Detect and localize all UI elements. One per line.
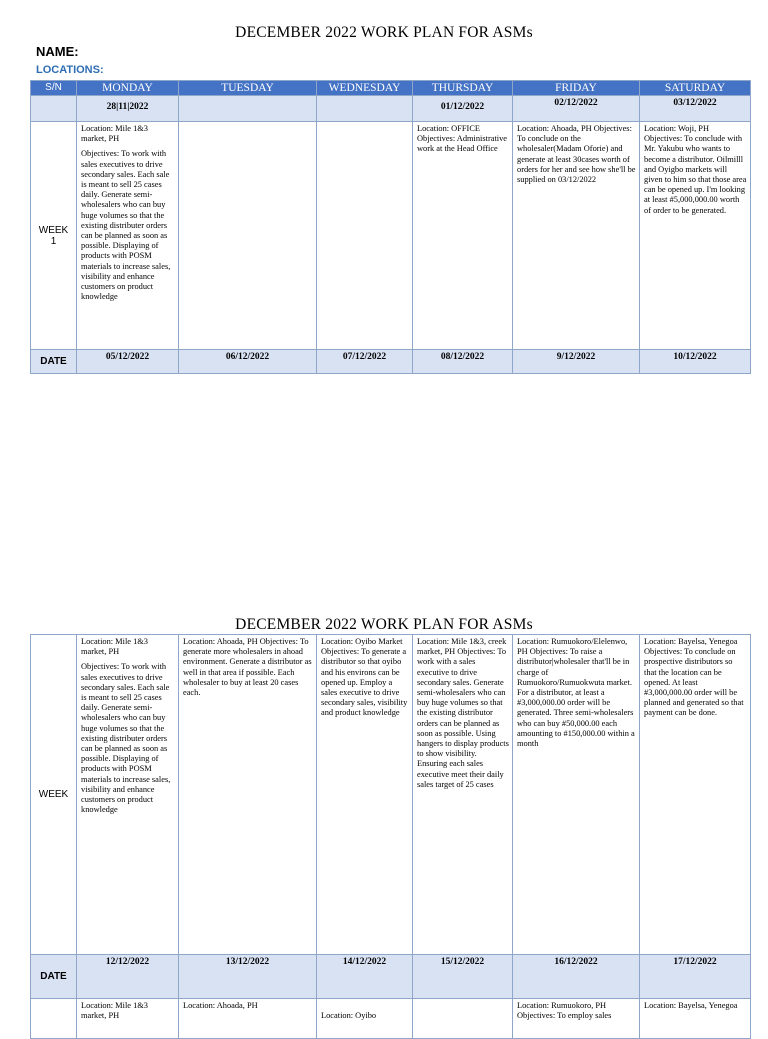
work-plan-table-1 bbox=[30, 80, 751, 374]
wednesday-plan-cell: Location: Oyibo Market Objectives: To generate a distributor so that oyibo and his environs can be opened up. Employ a sales executive to drive secondary sales, visibility and product knowledge bbox=[317, 635, 413, 955]
saturday-plan-cell: Location: Bayelsa, Yenegoa Objectives: To conclude on prospective distributors so that the location can be opened. At least #3,000,000.00 order will be planned and generated so that payment can be done. bbox=[640, 635, 751, 955]
date-label: DATE bbox=[31, 350, 77, 374]
date-cell: 9/12/2022 bbox=[513, 350, 640, 374]
week-1-label: WEEK 1 bbox=[31, 122, 77, 350]
week-3-label bbox=[31, 999, 77, 1039]
saturday-plan-cell: Location: Bayelsa, Yenegoa bbox=[640, 999, 751, 1039]
thursday-header: THURSDAY bbox=[413, 81, 513, 96]
date-cell: 28|11|2022 bbox=[77, 96, 179, 122]
date-row-week-2 bbox=[31, 955, 751, 999]
tuesday-plan-cell bbox=[179, 122, 317, 350]
date-cell: 07/12/2022 bbox=[317, 350, 413, 374]
week-2-label: WEEK bbox=[31, 635, 77, 955]
thursday-plan-cell: Location: Mile 1&3, creek market, PH Objectives: To work with a sales executive to drive secondary sales. Generate semi-wholesalers who can buy huge volumes so that the existing distributor orders can be planned as soon as possible. Using hangers to display products to show visibility. Ensuring each sales executive meet their daily sales target of 25 cases bbox=[413, 635, 513, 955]
tuesday-header: TUESDAY bbox=[179, 81, 317, 96]
week-3-row bbox=[31, 999, 751, 1039]
monday-plan-cell: Location: Mile 1&3 market, PH Objectives: To work with sales executives to drive secondary sales. Each sale is meant to sell 25 cases daily. Generate semi-wholesalers who can buy huge volumes so that the existing distributer orders can be planned as soon as possible. Displaying of products with POSM materials to increase sales, visibility and enhance customers on product knowledge bbox=[77, 122, 179, 350]
locations-label: LOCATIONS: bbox=[36, 64, 104, 76]
friday-plan-cell: Location: Rumuokoro, PH Objectives: To employ sales bbox=[513, 999, 640, 1039]
thursday-plan-cell bbox=[413, 999, 513, 1039]
day-header-row bbox=[31, 81, 751, 96]
friday-header: FRIDAY bbox=[513, 81, 640, 96]
wednesday-plan-cell: Location: Oyibo bbox=[317, 999, 413, 1039]
sn-header: S/N bbox=[31, 81, 77, 96]
date-cell: 15/12/2022 bbox=[413, 955, 513, 999]
date-cell: 12/12/2022 bbox=[77, 955, 179, 999]
monday-plan-cell: Location: Mile 1&3 market, PH bbox=[77, 999, 179, 1039]
page-title-2: DECEMBER 2022 WORK PLAN FOR ASMs bbox=[235, 616, 533, 633]
date-row-bottom bbox=[31, 350, 751, 374]
thursday-plan-cell: Location: OFFICE Objectives: Administrative work at the Head Office bbox=[413, 122, 513, 350]
date-cell: 13/12/2022 bbox=[179, 955, 317, 999]
date-cell: 03/12/2022 bbox=[640, 96, 751, 122]
date-cell: 08/12/2022 bbox=[413, 350, 513, 374]
monday-plan-cell: Location: Mile 1&3 market, PH Objectives: To work with sales executives to drive secondary sales. Each sale is meant to sell 25 cases daily. Generate semi-wholesalers who can buy huge volumes so that the existing distributer orders can be planned as soon as possible. Displaying of products with POSM materials to increase sales, visibility and enhance customers on product knowledge bbox=[77, 635, 179, 955]
week-1-row bbox=[31, 122, 751, 350]
page-title-1: DECEMBER 2022 WORK PLAN FOR ASMs bbox=[235, 24, 533, 41]
friday-plan-cell: Location: Ahoada, PH Objectives: To conclude on the wholesaler(Madam Oforie) and generate at least 30cases worth of orders for her and see how she'll be supplied on 03/12/2022 bbox=[513, 122, 640, 350]
date-cell bbox=[317, 96, 413, 122]
work-plan-table-2 bbox=[30, 634, 751, 1039]
monday-header: MONDAY bbox=[77, 81, 179, 96]
saturday-header: SATURDAY bbox=[640, 81, 751, 96]
date-cell bbox=[179, 96, 317, 122]
date-cell: 16/12/2022 bbox=[513, 955, 640, 999]
week-2-row bbox=[31, 635, 751, 955]
name-label: NAME: bbox=[36, 44, 79, 59]
date-cell: 10/12/2022 bbox=[640, 350, 751, 374]
date-label: DATE bbox=[31, 955, 77, 999]
date-cell: 06/12/2022 bbox=[179, 350, 317, 374]
tuesday-plan-cell: Location: Ahoada, PH Objectives: To generate more wholesalers in ahoad environment. Generate a distributor as well in that area if possible. Each wholesaler to buy at least 20 cases each. bbox=[179, 635, 317, 955]
date-cell: 01/12/2022 bbox=[413, 96, 513, 122]
wednesday-plan-cell bbox=[317, 122, 413, 350]
date-row-top bbox=[31, 96, 751, 122]
friday-plan-cell: Location: Rumuokoro/Elelenwo, PH Objectives: To raise a distributor|wholesaler that'll be in charge of Rumuokoro/Rumuokwuta market. For a distributor, at least a #3,000,000.00 order will be generated. Three semi-wholesalers who can buy #50,000.00 each amounting to #150,000.00 within a month bbox=[513, 635, 640, 955]
date-cell: 14/12/2022 bbox=[317, 955, 413, 999]
date-cell: 02/12/2022 bbox=[513, 96, 640, 122]
date-cell: 17/12/2022 bbox=[640, 955, 751, 999]
tuesday-plan-cell: Location: Ahoada, PH bbox=[179, 999, 317, 1039]
saturday-plan-cell: Location: Woji, PH Objectives: To conclude with Mr. Yakubu who wants to become a distributor. Oilmilll and Oyigbo markets will given to him so that those area can be opened up. I'm looking at least #5,000,000.00 worth of order to be generated. bbox=[640, 122, 751, 350]
date-cell-empty bbox=[31, 96, 77, 122]
wednesday-header: WEDNESDAY bbox=[317, 81, 413, 96]
date-cell: 05/12/2022 bbox=[77, 350, 179, 374]
